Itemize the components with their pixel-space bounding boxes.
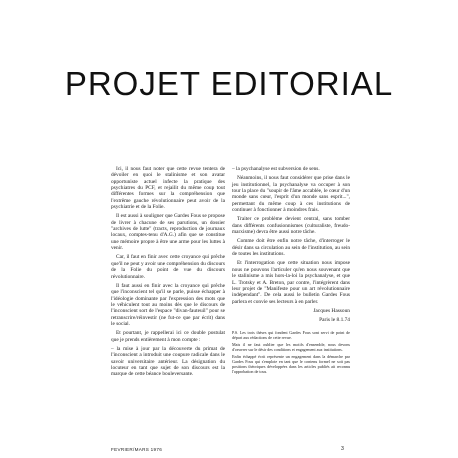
left-paragraph: Il faut aussi en finir avec la croyance qui prêche que l'inconscient tel qu'il se parle, puisse échapper à l'idéologie dominante par l'expression des mots que le véhiculent tout au moins dès que le discours de l'inconscient sort de l'espace "divan-fauteuil" pour se retranscrire/réinvestir (ne fut-ce que par écrit) dans le social.	[111, 282, 225, 327]
left-paragraph: – la mise à jour par la découverte du primat de l'inconscient a introduit une coupure radicale dans le savoir universitaire antérieur. La désignation du locuteur en tant que sujet de son discours est la marque de cette béance bouleversante.	[111, 345, 225, 378]
page-number: 3	[341, 446, 344, 452]
signature-name: Jacques Hassoun	[313, 307, 350, 314]
right-paragraph: Et l'interrogation que cette situation nous impose nous ne pouvons l'articuler qu'en nous souvenant que le stalinisme a mis hors-la-loi la psychanalyse, et que L. Trotsky et A. Breton, par contre, l'intégrèrent dans leur projet de "Manifeste pour un art révolutionnaire indépendant". De cela aussi le bulletin Gardes Fous parlera et convie ses lecteurs à en parler.	[232, 260, 350, 305]
left-column	[111, 166, 225, 381]
right-paragraph: Traiter ce problème devient central, sans tomber dans différents confusionnismes (culturaliste, freudo-marxisme) devra être aussi notre tâche.	[232, 216, 350, 236]
right-paragraph: Comme doit être enfin notre tâche, d'interroger le désir dans sa circulation au sein de l'institution, au sein de toutes les institutions.	[232, 238, 350, 258]
postscript-notes	[232, 330, 350, 374]
note-paragraph: Mais il ne faut oublier que les motifs d'ensemble, nous devons d'oeuvrer sur le désir des conditions et engagement aux institutions.	[232, 341, 350, 352]
right-paragraph: Néanmoins, il nous faut considérer que prise dans le jeu institutionnel, la psychanalyse va occuper à son tour la place du "soupir de l'âme accablée, le cœur d'un monde sans cœur, l'esprit d'un monde sans esprit...", permettant du même coup à ces institutions de continuer à fonctionner à moindres frais.	[232, 175, 350, 214]
note-paragraph: P.S. Les trois thèses qui fondent Gardes Fous sont servi de point de départ aux rédactions de cette revue.	[232, 329, 350, 340]
left-paragraph: Et pourtant, je rappellerai ici ce double postulat que je prends entièrement à mon compte :	[111, 330, 225, 343]
right-paragraph: – la psychanalyse est subversion de sens.	[232, 166, 320, 172]
left-paragraph: Car, il faut en finir avec cette croyance qui prêche que'il ne peut y avoir une compréhension du discours de la Folie du point de vue du discours révolutionnaire.	[111, 254, 225, 280]
note-paragraph: Enfin échappé écrit représente un engagement dans la démarche par Gardes Fous qui s'emploie en tant que le contenu formel ne soit pas positions théoriques développées dans les articles publiés ait reconnu l'approbation de tous.	[232, 353, 350, 374]
issue-date: FEVRIER/MARS 1976	[111, 447, 163, 452]
left-paragraph: Ici, il nous faut noter que cette revue tentera de dévoiler en quoi le stalinisme et son avatar opportuniste actuel infecte la pratique des psychiatres du PCF, et rejailit du même coup tout différentes formes sur la compréhension que l'extrême gauche révolutionnaire peut avoir de la psychiatrie et de la Folie.	[111, 166, 225, 211]
left-paragraph: Il est aussi à souligner que Gardes Fous se propose de livrer à chacune de ses parutions, un dossier "archives de lutte" (tracts, reproduction de journaux locaux, comptes-tenu d'A.G.) afin que se constitue une mémoire propre à être une arme pour les luttes à venir.	[111, 213, 225, 252]
signature-date: Paris le 8.1.74	[319, 317, 350, 324]
page-title: PROJET EDITORIAL	[64, 65, 394, 102]
right-column	[232, 166, 350, 376]
